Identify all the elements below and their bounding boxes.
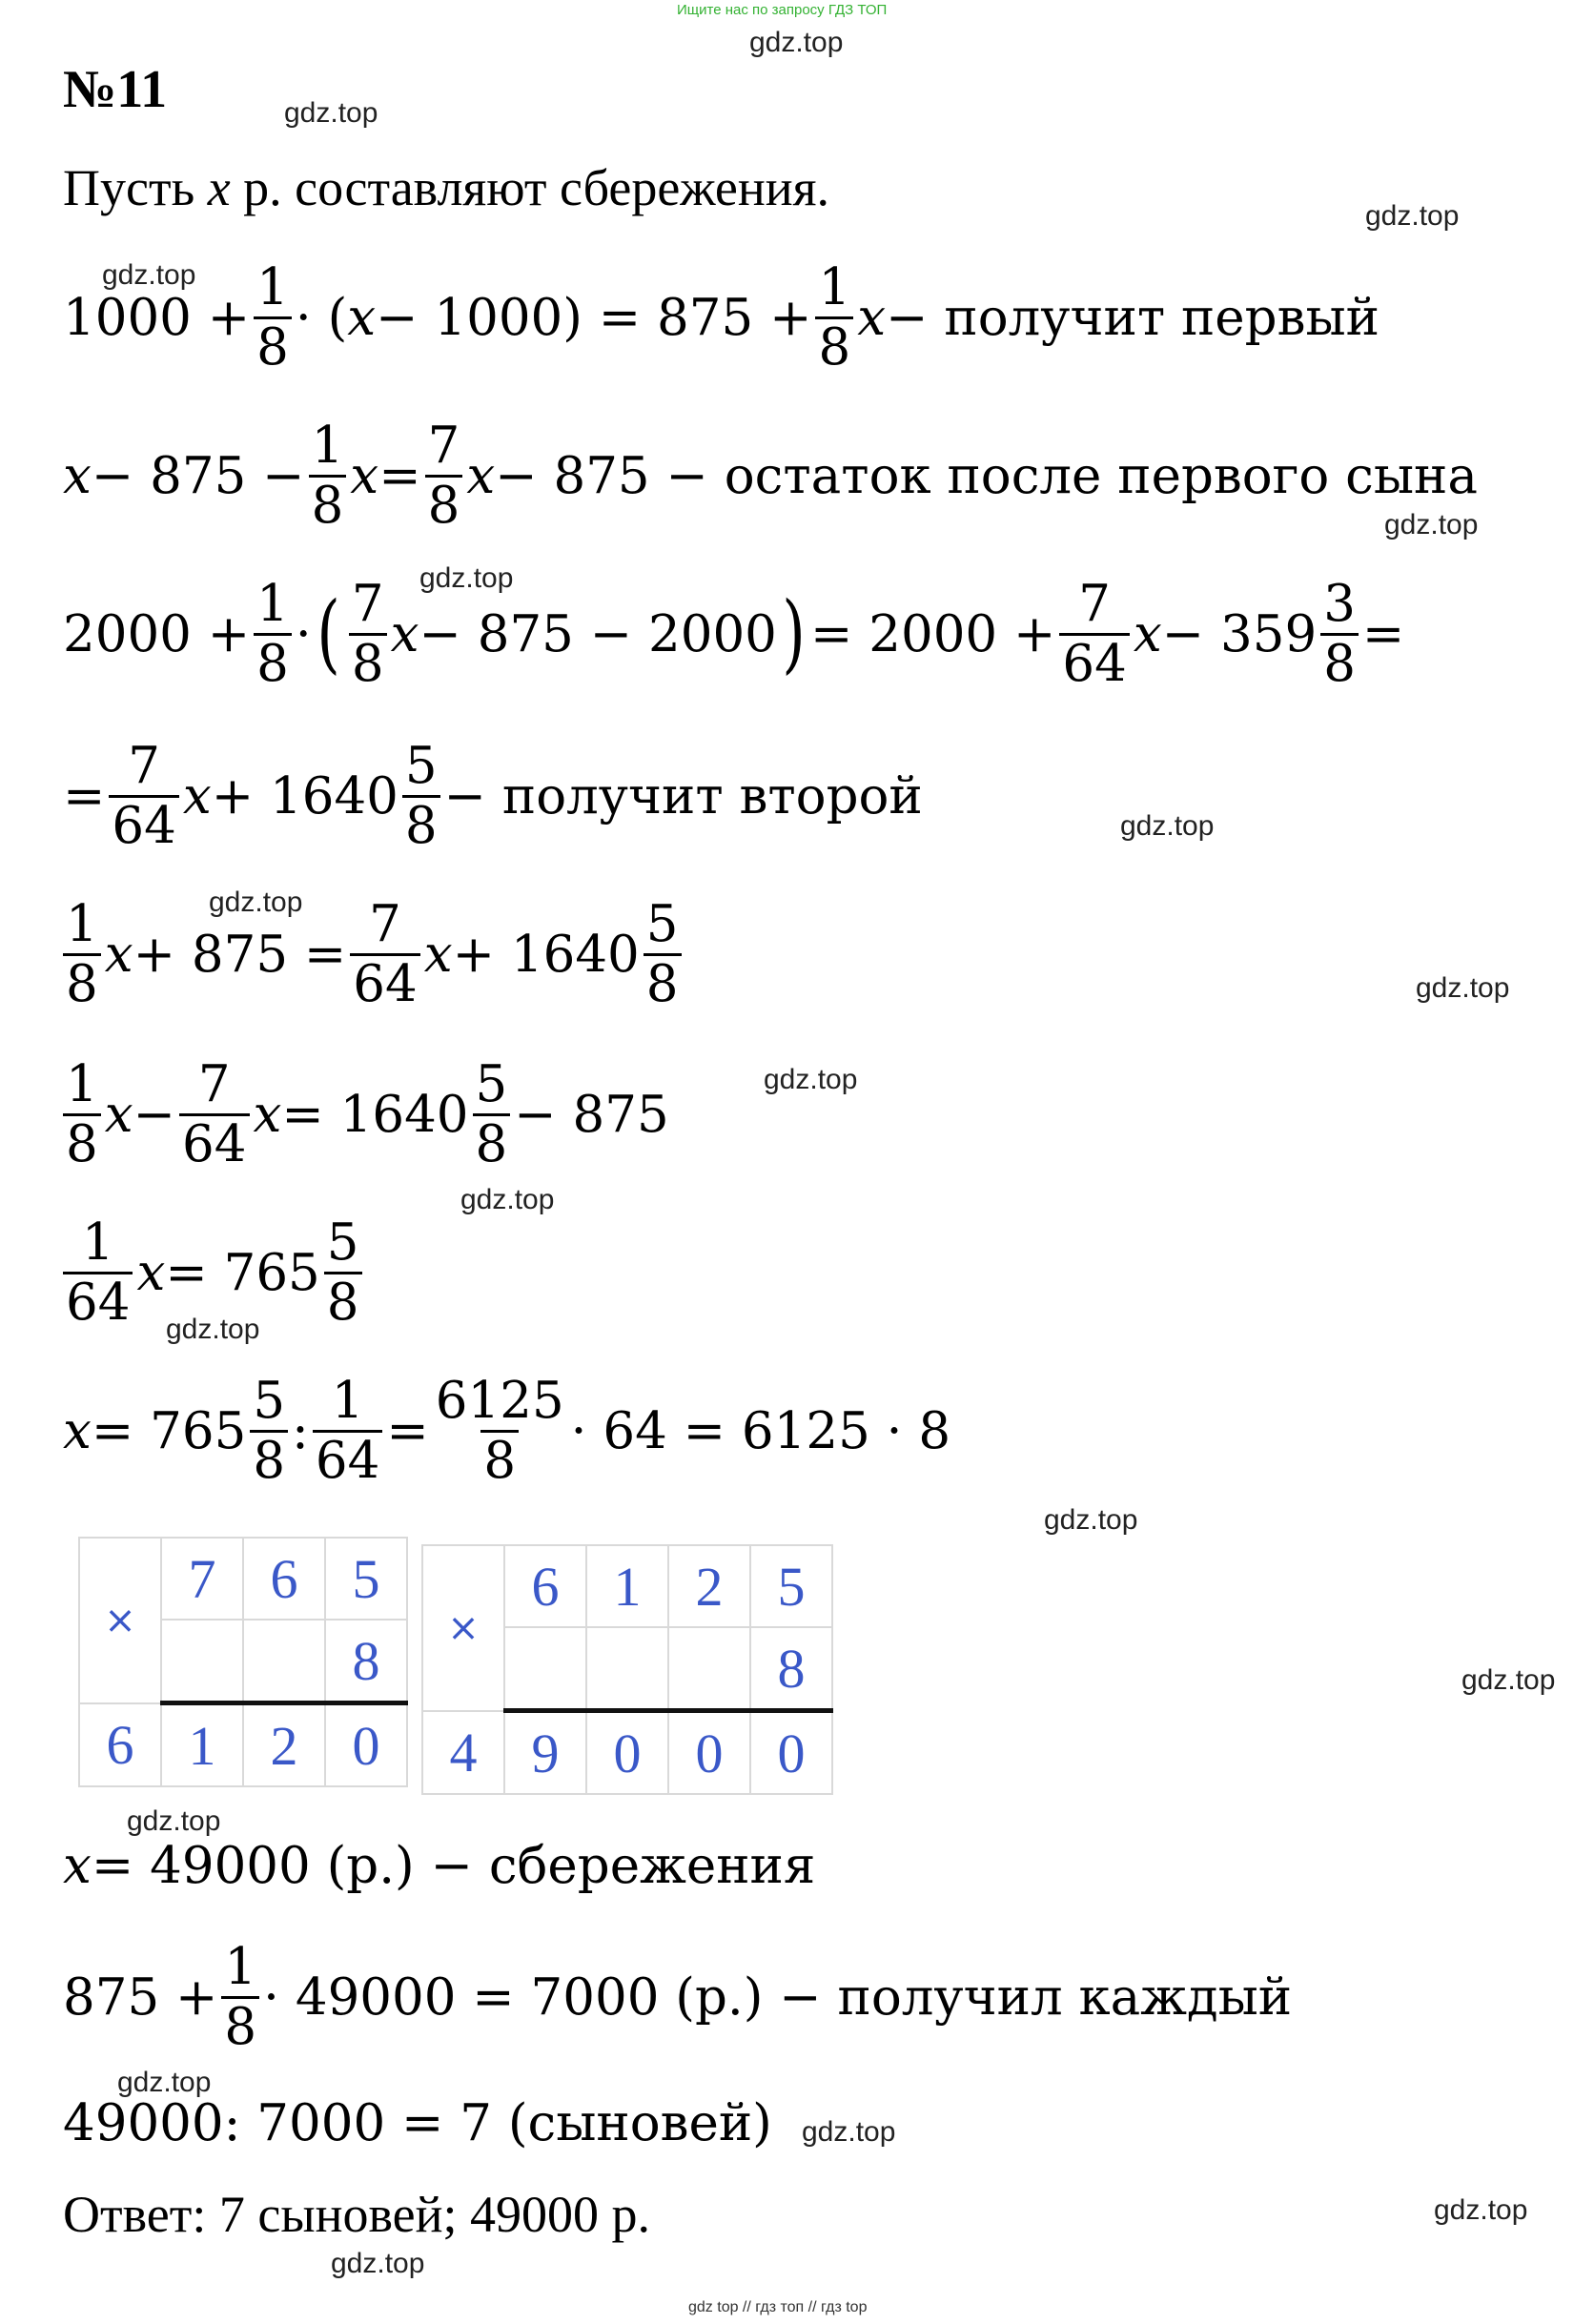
variable-x: x xyxy=(350,446,379,505)
digit-cell: 6 xyxy=(243,1538,325,1620)
fraction xyxy=(313,1371,382,1490)
denominator: 8 xyxy=(250,1430,288,1488)
watermark: gdz.top xyxy=(284,97,378,129)
eq-text: = 765 xyxy=(165,1243,320,1302)
column-multiplication-6125 xyxy=(421,1544,833,1795)
watermark: gdz.top xyxy=(1434,2194,1528,2226)
eq-text: = 49000 (р.) − сбережения xyxy=(91,1836,816,1895)
variable-x: x xyxy=(466,446,496,505)
eq-text: − 875 xyxy=(514,1085,669,1144)
variable-x: x xyxy=(63,1401,92,1460)
watermark: gdz.top xyxy=(1044,1504,1138,1536)
digit-cell: 6 xyxy=(504,1545,586,1627)
variable-x: x xyxy=(104,1085,133,1144)
eq-text: 2000 + xyxy=(63,604,251,663)
watermark: gdz.top xyxy=(209,887,303,918)
numerator: 7 xyxy=(369,894,401,953)
digit-cell: 1 xyxy=(586,1545,668,1627)
fraction xyxy=(254,574,292,693)
digit-cell xyxy=(504,1627,586,1711)
digit-cell: 0 xyxy=(325,1703,407,1787)
eq-text: − 875 − xyxy=(91,446,305,505)
watermark: gdz.top xyxy=(764,1064,858,1095)
denominator: 64 xyxy=(63,1272,133,1330)
fraction xyxy=(402,736,440,855)
fraction xyxy=(644,894,682,1013)
eq-text: 1000 + xyxy=(63,288,251,347)
watermark: gdz.top xyxy=(166,1314,260,1345)
eq-text: + 1640 xyxy=(211,766,398,826)
eq-text: = 765 xyxy=(91,1401,247,1460)
left-paren: ( xyxy=(317,583,340,683)
numerator: 1 xyxy=(256,257,289,316)
denominator: 8 xyxy=(815,316,853,375)
eq-text: − xyxy=(133,1085,176,1144)
fraction xyxy=(63,1213,133,1332)
variable-x: x xyxy=(253,1085,282,1144)
denominator: 8 xyxy=(221,1996,259,2054)
denominator: 8 xyxy=(644,953,682,1011)
denominator: 8 xyxy=(63,953,101,1011)
fraction xyxy=(350,894,419,1013)
numerator: 7 xyxy=(1078,574,1112,633)
digit-cell: 8 xyxy=(325,1620,407,1703)
intro-suffix: р. составляют сбережения. xyxy=(230,159,830,216)
numerator: 5 xyxy=(404,736,438,795)
eq-text: − 875 − 2000 xyxy=(419,604,777,663)
digit-cell: 2 xyxy=(668,1545,750,1627)
variable-x: x xyxy=(63,1836,92,1895)
equation-equal-shares xyxy=(63,892,685,1016)
variable-x: x xyxy=(857,288,887,347)
watermark: gdz.top xyxy=(419,562,514,594)
digit-cell xyxy=(161,1620,243,1703)
denominator: 64 xyxy=(313,1430,382,1488)
digit-cell: 5 xyxy=(750,1545,832,1627)
numerator: 3 xyxy=(1323,574,1356,633)
digit-cell: 5 xyxy=(325,1538,407,1620)
variable-x: x xyxy=(104,925,133,984)
digit-cell: 9 xyxy=(504,1711,586,1795)
footer-links: gdz top // гдз топ // гдз top xyxy=(688,2299,868,2315)
watermark: gdz.top xyxy=(1365,200,1460,232)
equation-savings xyxy=(63,1832,815,1899)
numerator: 5 xyxy=(645,894,679,953)
eq-text: · 64 = 6125 · 8 xyxy=(570,1401,951,1460)
watermark: gdz.top xyxy=(1416,972,1510,1004)
eq-text: + 1640 xyxy=(452,925,640,984)
numerator: 7 xyxy=(427,416,460,475)
equation-simplified xyxy=(63,1211,366,1335)
variable-x: x xyxy=(1133,604,1162,663)
digit-cell: 2 xyxy=(243,1703,325,1787)
numerator: 1 xyxy=(66,1054,98,1113)
digit-cell: 0 xyxy=(668,1711,750,1795)
eq-text: · xyxy=(295,604,312,663)
watermark: gdz.top xyxy=(460,1184,555,1215)
fraction xyxy=(63,1054,101,1173)
watermark: gdz.top xyxy=(117,2067,212,2098)
fraction xyxy=(1059,574,1129,693)
denominator: 64 xyxy=(179,1113,249,1172)
watermark: gdz.top xyxy=(331,2248,425,2279)
fraction xyxy=(473,1054,511,1173)
denominator: 8 xyxy=(349,633,387,691)
variable-x: x xyxy=(182,766,212,826)
eq-text: = 1640 xyxy=(281,1085,469,1144)
times-sign: × xyxy=(422,1545,504,1711)
eq-text: = xyxy=(378,446,421,505)
eq-text: − 1000) = 875 + xyxy=(376,288,812,347)
eq-text: = xyxy=(386,1401,429,1460)
intro-prefix: Пусть xyxy=(63,159,208,216)
watermark: gdz.top xyxy=(749,27,844,58)
problem-number: №11 xyxy=(63,60,168,119)
numerator: 1 xyxy=(311,416,344,475)
denominator: 8 xyxy=(425,475,463,533)
fraction xyxy=(179,1054,249,1173)
denominator: 8 xyxy=(309,475,347,533)
fraction xyxy=(250,1371,288,1490)
equation-second-son-result xyxy=(63,734,923,858)
digit-cell: 8 xyxy=(750,1627,832,1711)
numerator: 1 xyxy=(224,1937,257,1996)
digit-cell: 6 xyxy=(79,1703,161,1787)
times-sign: × xyxy=(79,1538,161,1703)
variable-x: x xyxy=(347,288,377,347)
denominator: 8 xyxy=(473,1113,511,1172)
denominator: 8 xyxy=(324,1272,362,1330)
denominator: 8 xyxy=(1320,633,1359,691)
eq-text: · 49000 = 7000 (р.) − получил каждый xyxy=(263,1967,1293,2027)
numerator: 1 xyxy=(81,1213,114,1272)
fraction xyxy=(349,574,387,693)
numerator: 7 xyxy=(128,736,161,795)
numerator: 7 xyxy=(197,1054,231,1113)
numerator: 5 xyxy=(326,1213,359,1272)
numerator: 5 xyxy=(475,1054,508,1113)
numerator: 5 xyxy=(253,1371,286,1430)
fraction xyxy=(63,894,101,1013)
column-multiplication-765 xyxy=(78,1537,408,1787)
watermark: gdz.top xyxy=(102,259,196,291)
denominator: 64 xyxy=(350,953,419,1011)
watermark: gdz.top xyxy=(1120,810,1215,842)
fraction xyxy=(254,257,292,377)
eq-text: : xyxy=(292,1401,309,1460)
equation-each-share xyxy=(63,1935,1292,2059)
eq-text: 875 + xyxy=(63,1967,218,2027)
eq-text: − 359 xyxy=(1161,604,1318,663)
equation-sons-count xyxy=(63,2090,772,2156)
variable-x: x xyxy=(207,159,231,216)
numerator: 6125 xyxy=(435,1371,564,1430)
watermark: gdz.top xyxy=(127,1805,221,1837)
intro-text xyxy=(63,158,829,217)
numerator: 1 xyxy=(66,894,98,953)
fraction xyxy=(433,1371,567,1490)
digit-cell: 7 xyxy=(161,1538,243,1620)
denominator: 8 xyxy=(63,1113,101,1172)
eq-text: − 875 − остаток после первого сына xyxy=(495,446,1478,505)
denominator: 8 xyxy=(254,316,292,375)
eq-text: − получит второй xyxy=(443,766,923,826)
fraction xyxy=(109,736,178,855)
eq-text: · ( xyxy=(295,288,348,347)
numerator: 7 xyxy=(351,574,384,633)
equation-first-son xyxy=(63,255,1379,379)
denominator: 8 xyxy=(480,1430,519,1488)
denominator: 64 xyxy=(109,795,178,853)
equation-solve-x xyxy=(63,1369,950,1493)
watermark: gdz.top xyxy=(802,2116,896,2148)
numerator: 1 xyxy=(331,1371,364,1430)
digit-cell xyxy=(243,1620,325,1703)
watermark: gdz.top xyxy=(1461,1664,1556,1696)
eq-text: = xyxy=(63,766,106,826)
variable-x: x xyxy=(136,1243,166,1302)
eq-text: = 2000 + xyxy=(810,604,1056,663)
answer: Ответ: 7 сыновей; 49000 р. xyxy=(63,2186,651,2243)
eq-text: − получит первый xyxy=(886,288,1379,347)
fraction xyxy=(1320,574,1359,693)
variable-x: x xyxy=(390,604,419,663)
digit-cell xyxy=(586,1627,668,1711)
ad-banner: Ищите нас по запросу ГДЗ ТОП xyxy=(677,2,888,18)
eq-text: 49000: 7000 = 7 (сыновей) xyxy=(63,2093,772,2152)
eq-text: = xyxy=(1361,604,1405,663)
equation-remainder xyxy=(63,414,1478,538)
fraction xyxy=(221,1937,259,2056)
numerator: 1 xyxy=(256,574,289,633)
fraction xyxy=(425,416,463,535)
variable-x: x xyxy=(63,446,92,505)
variable-x: x xyxy=(423,925,453,984)
digit-cell: 4 xyxy=(422,1711,504,1795)
watermark: gdz.top xyxy=(1384,509,1479,540)
numerator: 1 xyxy=(818,257,851,316)
equation-second-son xyxy=(63,572,1404,696)
digit-cell: 0 xyxy=(586,1711,668,1795)
denominator: 64 xyxy=(1059,633,1129,691)
denominator: 8 xyxy=(254,633,292,691)
digit-cell xyxy=(668,1627,750,1711)
right-paren: ) xyxy=(782,583,806,683)
fraction xyxy=(309,416,347,535)
equation-transpose xyxy=(63,1052,669,1176)
digit-cell: 1 xyxy=(161,1703,243,1787)
digit-cell: 0 xyxy=(750,1711,832,1795)
eq-text: + 875 = xyxy=(133,925,347,984)
fraction xyxy=(815,257,853,377)
denominator: 8 xyxy=(402,795,440,853)
fraction xyxy=(324,1213,362,1332)
